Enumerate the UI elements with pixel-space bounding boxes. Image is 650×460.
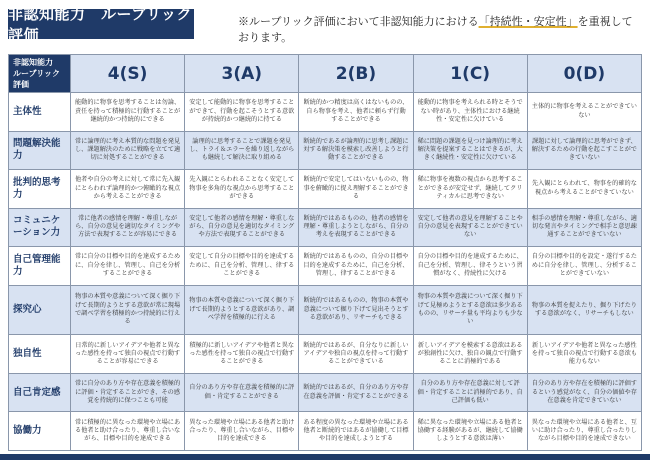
rubric-cell-s: 常に積極的に異なった環境や立場にある他者と助け合ったり、尊重し合いながら、目標や目的を達成できる (71, 412, 185, 451)
rubric-cell-d: 自分のあり方や存在を積極的に評価するという感覚がなく、自分の価値や存在意義を肯定できていない (527, 373, 641, 412)
rubric-cell-a: 先入観にとらわれることなく安定して物事を多角的な視点から思考することができる (185, 170, 299, 209)
rubric-cell-b: 断続的で安定してはいないものの、物事を俯瞰的に捉え理解することができる (299, 170, 413, 209)
rubric-cell-a: 安定して自分の目標や目的を達成するために、自己を分析、管理し、律することができる (185, 247, 299, 286)
level-header-c: 1(C) (413, 55, 527, 93)
rubric-cell-b: 断続的かつ精度は高くはないものの、自ら物事を考え、他者に頼らず行動することができる (299, 93, 413, 132)
rubric-cell-a: 論理的に思考することで課題を発見し、トライ＆エラーを繰り返しながらも継続して解決に取り組める (185, 131, 299, 170)
rubric-row (9, 285, 642, 335)
rubric-cell-b: 断続的ではあるが、自分のあり方や存在意義を評価・肯定することができる (299, 373, 413, 412)
rubric-cell-b: 断続的ではあるが、自分なりに新しいアイデアや独自の視点を持って行動することができている (299, 335, 413, 374)
rubric-row (9, 335, 642, 374)
rubric-row (9, 93, 642, 132)
rubric-cell-d: 先入観にとらわれて、物事を的確的な視点から考えることができていない (527, 170, 641, 209)
rubric-cell-s: 日常的に新しいアイデアや他者と異なった感性を持って独自の視点で行動することが容易にできる (71, 335, 185, 374)
rubric-cell-b: 断続的ではあるものの、物事の本質や意義について掘り下げて見出そうとする意欲があり、リサーチもできる (299, 285, 413, 335)
rubric-cell-a: 物事の本質や意義について深く掘り下げて長期的ようとする意欲があり、調べ学習を積極的に行える (185, 285, 299, 335)
rubric-table (8, 54, 642, 451)
bottom-bar (0, 454, 650, 460)
rubric-cell-s: 常に自分の目標や目的を達成するために、自分を律し、管理し、自己を分析することができる (71, 247, 185, 286)
rubric-cell-s: 能動的に物事を思考することは勿論、責任を持って積極的に行動することが継続的かつ持続的にできる (71, 93, 185, 132)
rubric-row-label: 自己肯定感 (9, 373, 71, 412)
note-highlight: 「持続性・安定性」 (478, 15, 578, 28)
rubric-cell-d: 相手の感情を理解・尊重しながら、適切な発言やタイミングで相手と意思疎通することができていない (527, 208, 641, 247)
rubric-row-label: 主体性 (9, 93, 71, 132)
rubric-cell-a: 安定して能動的に物事を思考することができて、行動を起こそうとする意欲が持続的かつ継続的に持てる (185, 93, 299, 132)
rubric-row (9, 247, 642, 286)
rubric-row-label: 批判的思考力 (9, 170, 71, 209)
level-header-b: 2(B) (299, 55, 413, 93)
note-prefix: ※ルーブリック評価において非認知能力における (238, 15, 479, 28)
page-title: 非認知能力 ルーブリック評価 (8, 5, 193, 44)
corner-label: 非認知能力 ルーブリック評価 (13, 58, 60, 89)
rubric-cell-c: 稀に異なった環境や立場にある他者と協働する経験があるが、継続して協働しようとする意欲は薄い (413, 412, 527, 451)
rubric-cell-c: 自分のあり方や存在意義に対して評価・肯定することに消極的であり、自己評価も低い (413, 373, 527, 412)
rubric-cell-b: ある程度の異なった環境や立場にある他者と断続的ではあるが協働して目標や目的を達成しようとする (299, 412, 413, 451)
rubric-cell-c: 自分の目標や目的を達成するために、自己を分析、管理し、律そうという習慣がなく、持続性に欠ける (413, 247, 527, 286)
rubric-row-label: コミュニケーション力 (9, 208, 71, 247)
rubric-cell-d: 物事の本質を捉えたり、掘り下げたりする意欲がなく、リサーチもしない (527, 285, 641, 335)
rubric-cell-d: 新しいアイデアや他者と異なった感性を持って独自の視点で行動する意欲も能力もない (527, 335, 641, 374)
rubric-cell-b: 断続的であるが論理的に思考し課題に対する解決策を模索し改善しようと行動することができる (299, 131, 413, 170)
rubric-cell-c: 物事の本質や意義について深く掘り下げて見極めようとする意欲は多少あるものの、リサーチ量も平均よりも少ない (413, 285, 527, 335)
rubric-cell-a: 積極的に新しいアイデアや他者と異なった感性を持って独自の視点で行動することができる (185, 335, 299, 374)
rubric-cell-a: 自分のあり方や存在意義を積極的に評価・肯定することができる (185, 373, 299, 412)
level-header-s: 4(S) (71, 55, 185, 93)
rubric-row-label: 探究心 (9, 285, 71, 335)
rubric-cell-s: 物事の本質や意義について深く掘り下げて長期的ようとする意欲が常に現場で調べ学習を積極的かつ持続的に行える (71, 285, 185, 335)
rubric-cell-b: 断続的ではあるものの、他者の感情を理解・尊重しようとしながら、自分の考えを表現することができる (299, 208, 413, 247)
rubric-row (9, 412, 642, 451)
rubric-cell-b: 断続的ではあるものの、自分の目標や目的を達成するために、自己を分析、管理し、律することができる (299, 247, 413, 286)
rubric-row (9, 373, 642, 412)
rubric-cell-c: 安定して他者の意見を理解することや自分の意見を表現することができていない (413, 208, 527, 247)
rubric-corner-header (9, 55, 71, 93)
rubric-row-label: 独自性 (9, 335, 71, 374)
rubric-cell-d: 主体的に物事を考えることができていない (527, 93, 641, 132)
rubric-row (9, 170, 642, 209)
header-note (238, 14, 636, 46)
rubric-cell-s: 常に論理的に考え本質的な問題を発見し、課題解決のために戦略を立てて適切に対処することができる (71, 131, 185, 170)
rubric-row (9, 208, 642, 247)
rubric-row-label: 協働力 (9, 412, 71, 451)
rubric-cell-c: 新しいアイデアを模索する意欲はあるが独創性に欠け、独自の観点で行動することに消極的である (413, 335, 527, 374)
rubric-cell-a: 安定して他者の感情を理解・尊重しながら、自分の意見を適切なタイミングや方法で表現することができる (185, 208, 299, 247)
rubric-cell-a: 異なった環境や立場にある他者と助け合ったり、尊重し合いながら、目標や目的を達成できる (185, 412, 299, 451)
rubric-cell-d: 自分の目標や目的を設定・遂行するために自分を律し、管理し、分析することができていない (527, 247, 641, 286)
level-header-d: 0(D) (527, 55, 641, 93)
rubric-row-label: 問題解決能力 (9, 131, 71, 170)
rubric-cell-s: 他者や自分の考えに対して常に先入観にとらわれず論理的かつ俯瞰的な視点から考えることができる (71, 170, 185, 209)
rubric-cell-d: 課題に対して論理的に思考ができず、解決するための行動を起こすことができていない (527, 131, 641, 170)
rubric-row-label: 自己管理能力 (9, 247, 71, 286)
rubric-cell-d: 異なった環境や立場にある他者と、互いに助け合ったり、尊重し合ったりしながら目標や目的を達成できない (527, 412, 641, 451)
rubric-cell-s: 常に他者の感情を理解・尊重しながら、自分の意見を適切なタイミングや方法で表現することが容易にできる (71, 208, 185, 247)
rubric-cell-c: 稀に問題の課題を見つけ論理的に考え解決策を提案することはできるが、大きく継続性・安定性に欠けている (413, 131, 527, 170)
rubric-cell-s: 常に自分のあり方や存在意義を積極的に評価・肯定することができ、その感覚を持続的に保つことも可能 (71, 373, 185, 412)
level-header-a: 3(A) (185, 55, 299, 93)
rubric-cell-c: 稀に物事を複数の視点から思考することができるが安定せず、継続してクリティカルに思考できない (413, 170, 527, 209)
rubric-cell-c: 能動的に物事を考えられる時とそうでない時があり、主体性における継続性・安定性に欠けている (413, 93, 527, 132)
note-suffix: を重視しております。 (238, 15, 633, 44)
rubric-row (9, 131, 642, 170)
